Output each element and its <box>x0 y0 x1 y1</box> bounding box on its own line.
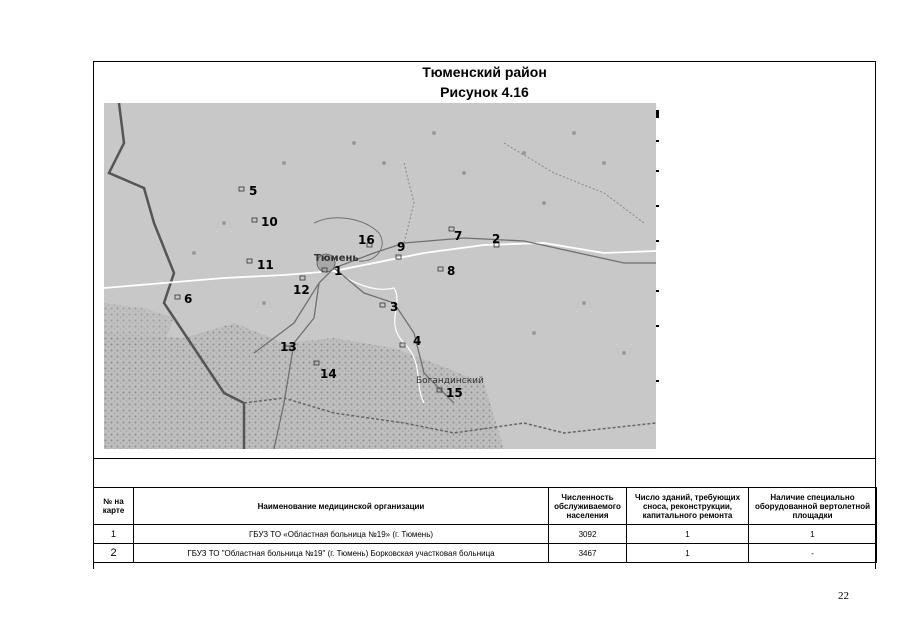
map-marker: 12 <box>293 283 310 297</box>
map-marker: 15 <box>446 386 463 400</box>
map-marker: 1 <box>334 264 343 278</box>
cell-buildings: 1 <box>627 544 749 563</box>
header-buildings: Число зданий, требующих сноса, реконструкции, капитального ремонта <box>627 488 749 525</box>
cell-population: 3092 <box>549 525 627 544</box>
map-marker: 4 <box>413 334 422 348</box>
map-place-label: Богандинский <box>416 376 484 386</box>
cell-organization: ГБУЗ ТО "Областная больница №19" (г. Тюмень) Борковская участковая больница <box>134 544 549 563</box>
map-marker: 8 <box>447 264 456 278</box>
cell-map-number: 2 <box>94 544 134 563</box>
map-marker: 9 <box>397 240 406 254</box>
header-helipad: Наличие специально оборудованной вертолетной площадки <box>749 488 877 525</box>
map-marker: 10 <box>261 215 278 229</box>
map-marker: 7 <box>454 229 463 243</box>
table-row <box>94 525 877 544</box>
map-marker: 3 <box>390 300 399 314</box>
map-place-label: Тюмень <box>314 253 359 264</box>
table-header-row <box>94 488 877 525</box>
page-number: 22 <box>838 590 849 602</box>
table-row <box>94 544 877 563</box>
cell-organization: ГБУЗ ТО «Областная больница №19» (г. Тюмень) <box>134 525 549 544</box>
section-divider <box>93 458 876 459</box>
header-population: Численность обслуживаемого населения <box>549 488 627 525</box>
header-organization: Наименование медицинской организации <box>134 488 549 525</box>
map-marker: 13 <box>280 340 297 354</box>
district-map <box>104 103 656 449</box>
map-marker: 2 <box>492 232 501 246</box>
map-marker: 11 <box>257 258 274 272</box>
map-marker: 14 <box>320 367 337 381</box>
map-marker: 16 <box>358 233 375 247</box>
cell-map-number: 1 <box>94 525 134 544</box>
document-title: Тюменский район <box>422 64 547 80</box>
figure-caption: Рисунок 4.16 <box>440 84 529 100</box>
map-marker: 5 <box>249 184 258 198</box>
cell-helipad: 1 <box>749 525 877 544</box>
map-edge-marks <box>656 110 662 410</box>
cell-buildings: 1 <box>627 525 749 544</box>
cell-helipad: - <box>749 544 877 563</box>
header-map-number: № на карте <box>94 488 134 525</box>
map-background <box>104 103 656 449</box>
hospital-table <box>93 487 877 563</box>
map-marker: 6 <box>184 292 193 306</box>
cell-population: 3467 <box>549 544 627 563</box>
